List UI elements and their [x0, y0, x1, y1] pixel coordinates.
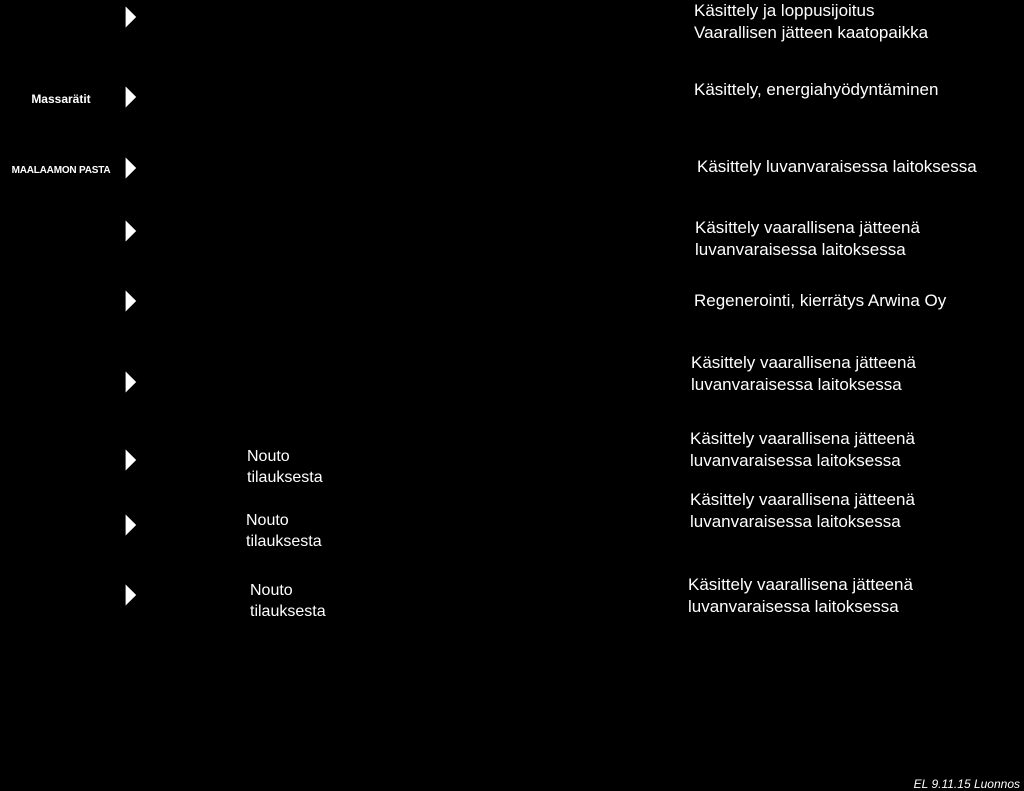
treatment-text — [694, 79, 938, 101]
treatment-line1: Käsittely, energiahyödyntäminen — [694, 80, 939, 99]
treatment-line1: Käsittely vaarallisena jätteenä — [695, 218, 920, 237]
arrow-right-icon — [124, 369, 138, 395]
treatment-text — [697, 156, 977, 178]
label-maalaamon-pasta: MAALAAMON PASTA — [11, 165, 111, 176]
pickup-line1: Nouto — [250, 582, 293, 599]
pickup-line1: Nouto — [246, 512, 289, 529]
treatment-text — [688, 574, 913, 618]
arrow-right-icon — [124, 4, 138, 30]
arrow-right-icon — [124, 447, 138, 473]
pickup-note — [247, 446, 323, 488]
treatment-line2: luvanvaraisessa laitoksessa — [690, 512, 901, 531]
arrow-right-icon — [124, 512, 138, 538]
treatment-line1: Regenerointi, kierrätys Arwina Oy — [694, 291, 947, 310]
pickup-line2: tilauksesta — [247, 469, 323, 486]
treatment-line2: luvanvaraisessa laitoksessa — [690, 451, 901, 470]
treatment-line2: luvanvaraisessa laitoksessa — [691, 375, 902, 394]
pickup-note — [250, 580, 326, 622]
treatment-text — [694, 0, 928, 44]
pickup-line1: Nouto — [247, 448, 290, 465]
treatment-line1: Käsittely vaarallisena jätteenä — [690, 490, 915, 509]
treatment-line1: Käsittely vaarallisena jätteenä — [688, 575, 913, 594]
treatment-line1: Käsittely luvanvaraisessa laitoksessa — [697, 157, 977, 176]
arrow-right-icon — [124, 288, 138, 314]
pickup-line2: tilauksesta — [246, 533, 322, 550]
treatment-line1: Käsittely ja loppusijoitus — [694, 1, 875, 20]
arrow-right-icon — [124, 155, 138, 181]
label-massaratit: Massarätit — [31, 92, 91, 106]
treatment-line2: luvanvaraisessa laitoksessa — [688, 597, 899, 616]
treatment-line1: Käsittely vaarallisena jätteenä — [691, 353, 916, 372]
arrow-right-icon — [124, 218, 138, 244]
treatment-line2: Vaarallisen jätteen kaatopaikka — [694, 23, 929, 42]
treatment-text — [690, 489, 915, 533]
treatment-text — [695, 217, 920, 261]
treatment-line1: Käsittely vaarallisena jätteenä — [690, 429, 915, 448]
arrow-right-icon — [124, 84, 138, 110]
treatment-text — [694, 290, 946, 312]
pickup-line2: tilauksesta — [250, 603, 326, 620]
arrow-right-icon — [124, 582, 138, 608]
draft-note: EL 9.11.15 Luonnos — [913, 777, 1020, 791]
treatment-text — [690, 428, 915, 472]
treatment-line2: luvanvaraisessa laitoksessa — [695, 240, 906, 259]
treatment-text — [691, 352, 916, 396]
pickup-note — [246, 510, 322, 552]
